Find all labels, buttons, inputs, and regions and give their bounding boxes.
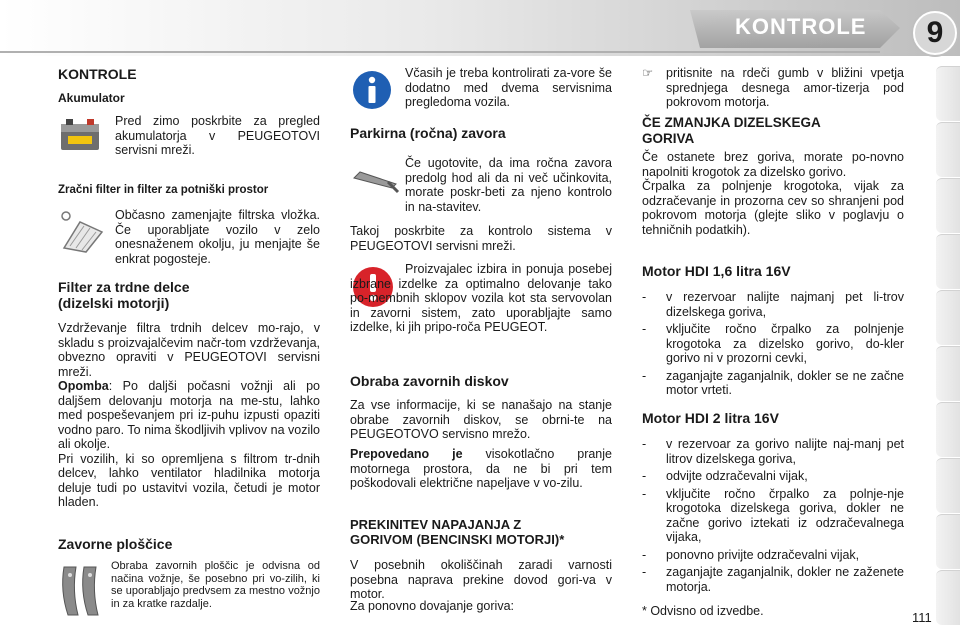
info-icon xyxy=(352,70,392,110)
chapter-tabs xyxy=(932,66,960,632)
pointer-text: pritisnite na rdeči gumb v bližini vpetja sprednjega desnega amor-tizerja pod pokrovom motorja. xyxy=(666,66,904,109)
chapter-tab[interactable] xyxy=(936,346,960,401)
fuel-cut-text2: Za ponovno dovajanje goriva: xyxy=(350,599,515,613)
empty-diesel-body xyxy=(642,150,904,237)
footnote: * Odvisno od izvedbe. xyxy=(642,604,764,618)
chapter-tab[interactable] xyxy=(936,290,960,345)
fuel-cut-heading-line2: GORIVOM (BENCINSKI MOTORJI)* xyxy=(350,532,565,547)
chapter-tab[interactable] xyxy=(936,514,960,569)
hdi2-heading: Motor HDI 2 litra 16V xyxy=(642,410,779,426)
battery-text: Pred zimo poskrbite za pregled akumulatorja v PEUGEOTOVI servisni mreži. xyxy=(115,114,320,157)
battery-icon xyxy=(58,114,104,154)
chapter-tab[interactable] xyxy=(936,458,960,513)
header-title: KONTROLE xyxy=(735,14,867,39)
chapter-tab[interactable] xyxy=(936,66,960,121)
fuel-cut-heading xyxy=(350,517,564,547)
list-item: - vključite ročno črpalko za polnjenje krogotoka za dizelsko gorivo, do-kler gorivo ni v prozorni cevki, xyxy=(642,322,904,365)
pointer-item xyxy=(642,66,904,110)
empty-diesel-text2: Črpalka za polnjenje krogotoka, vijak za odzračevanje in prozorna cev so shranjeni pod pokrovom motorja (glejte sliko v poglavju o tehničnih podatkih). xyxy=(642,179,904,237)
parking-brake-heading: Parkirna (ročna) zavora xyxy=(350,125,506,141)
particle-filter-p3: Pri vozilih, ki so opremljena s filtrom tr-dnih delcev, lahko ventilator hladilnika motorja deluje tudi po ustavitvi vozila, četudi je motor hladen. xyxy=(58,451,320,509)
chapter-number-badge: 9 xyxy=(913,11,957,55)
chapter-tab[interactable] xyxy=(936,570,960,625)
list-item: - ponovno privijte odzračevalni vijak, xyxy=(642,547,860,562)
brake-pads-heading: Zavorne ploščice xyxy=(58,536,173,552)
particle-filter-p1: Vzdrževanje filtra trdnih delcev mo-rajo, v skladu s proizvajalčevim načr-tom vzdrževanja, obvezno opraviti v PEUGEOTOVI servisni mreži. xyxy=(58,321,320,379)
particle-filter-heading xyxy=(58,279,189,311)
handbrake-icon xyxy=(352,160,400,196)
hdi2-list xyxy=(642,437,904,594)
chapter-tab[interactable] xyxy=(936,234,960,289)
prohibited-label: Prepovedano je xyxy=(350,447,463,461)
page-header xyxy=(0,0,960,58)
info-text: Včasih je treba kontrolirati za-vore še dodatno med dvema servisnima pregledoma vozila. xyxy=(405,66,612,109)
empty-diesel-text1: Če ostanete brez goriva, morate po-novno napolniti krogotok za dizelsko gorivo. xyxy=(642,150,904,179)
particle-filter-heading-line1: Filter za trdne delce xyxy=(58,279,190,295)
air-filter-text: Občasno zamenjajte filtrska vložka. Če uporabljate vozilo v zelo onesnaženem okolju, ju menjajte še enkrat pogosteje. xyxy=(115,208,320,266)
chapter-tab[interactable] xyxy=(936,178,960,233)
list-item: - odvijte odzračevalni vijak, xyxy=(642,469,808,483)
particle-filter-body xyxy=(58,321,320,510)
red-button-instruction xyxy=(642,66,904,110)
empty-diesel-heading-line1: ČE ZMANJKA DIZELSKEGA xyxy=(642,115,821,130)
hdi16-list xyxy=(642,290,904,398)
brake-pad-icon xyxy=(58,561,106,621)
list-item: - v rezervoar za gorivo nalijte naj-manj pet litrov dizelskega goriva, xyxy=(642,437,904,466)
parking-brake-text2: Takoj poskrbite za kontrolo sistema v PEUGEOTOVI servisni mreži. xyxy=(350,224,612,253)
fuel-cut-text1: V posebnih okoliščinah zaradi varnosti posebna naprava prekine dovod gori-va v motor. xyxy=(350,558,612,601)
section-title: KONTROLE xyxy=(58,66,137,82)
brake-pads-text: Obraba zavornih ploščic je odvisna od načina vožnje, še posebno pri vo-zilih, ki se uporabljajo predvsem za mestno vožnjo in za kratke razdalje. xyxy=(111,560,320,610)
disc-wear-heading: Obraba zavornih diskov xyxy=(350,373,509,389)
hdi16-heading: Motor HDI 1,6 litra 16V xyxy=(642,263,791,279)
page-number: 111 xyxy=(912,610,932,625)
disc-wear-text: Za vse informacije, ki se nanašajo na stanje obrabe zavornih diskov, se obrni-te na PEUGEOTOVO servisno mrežo. xyxy=(350,398,612,441)
chapter-tab[interactable] xyxy=(936,402,960,457)
list-item: - zaganjajte zaganjalnik, dokler ne zaženete motorja. xyxy=(642,565,904,594)
particle-filter-p2 xyxy=(58,379,320,452)
particle-filter-heading-line2: (dizelski motorji) xyxy=(58,295,170,311)
list-item: - vključite ročno črpalko za polnje-nje krogotoka dizelskega goriva, dokler ne začne gorivo iztekati iz odzračevalnega vijaka, xyxy=(642,486,904,544)
parking-brake-text1: Če ugotovite, da ima ročna zavora predolg hod ali da ni več učinkovita, morate poskr-beti za njeno kontrolo in na-stavitev. xyxy=(405,156,612,214)
list-item: - zaganjajte zaganjalnik, dokler se ne začne motor vrteti. xyxy=(642,368,904,397)
battery-heading: Akumulator xyxy=(58,91,125,105)
empty-diesel-heading-line2: GORIVA xyxy=(642,131,695,146)
filter-icon xyxy=(58,208,106,254)
prohibited-text: visokotlačno pranje motornega prostora, da ne bi pri tem poškodovali električne napeljave v vo-zilu. xyxy=(350,447,612,490)
air-filter-heading: Zračni filter in filter za potniški prostor xyxy=(58,184,269,196)
pressure-wash-note xyxy=(350,447,612,491)
list-item: - v rezervoar nalijte najmanj pet li-trov dizelskega goriva, xyxy=(642,290,904,319)
note-text: : Po daljši počasni vožnji ali po daljšem delovanju motorja na me-stu, lahko med pospeševanjem pri iz-puhu izpusti opaziti vodno paro. To nima škodljivih vplivov na vozilo ali okolje. xyxy=(58,379,320,451)
warning-text: Proizvajalec izbira in ponuja posebej izbrane izdelke za optimalno delovanje tako po-membnih sklopov vozila kot sta servovolan in zavorni sistem, zato uporabljajte samo izdelke, ki jih pripo-roča PEUGEOT. xyxy=(350,262,612,334)
chapter-tab[interactable] xyxy=(936,122,960,177)
fuel-cut-heading-line1: PREKINITEV NAPAJANJA Z xyxy=(350,517,522,532)
warning-text-block xyxy=(350,262,612,335)
empty-diesel-heading xyxy=(642,115,821,147)
note-label: Opomba xyxy=(58,379,109,393)
pointer-hand-icon: ☞ xyxy=(642,66,654,80)
